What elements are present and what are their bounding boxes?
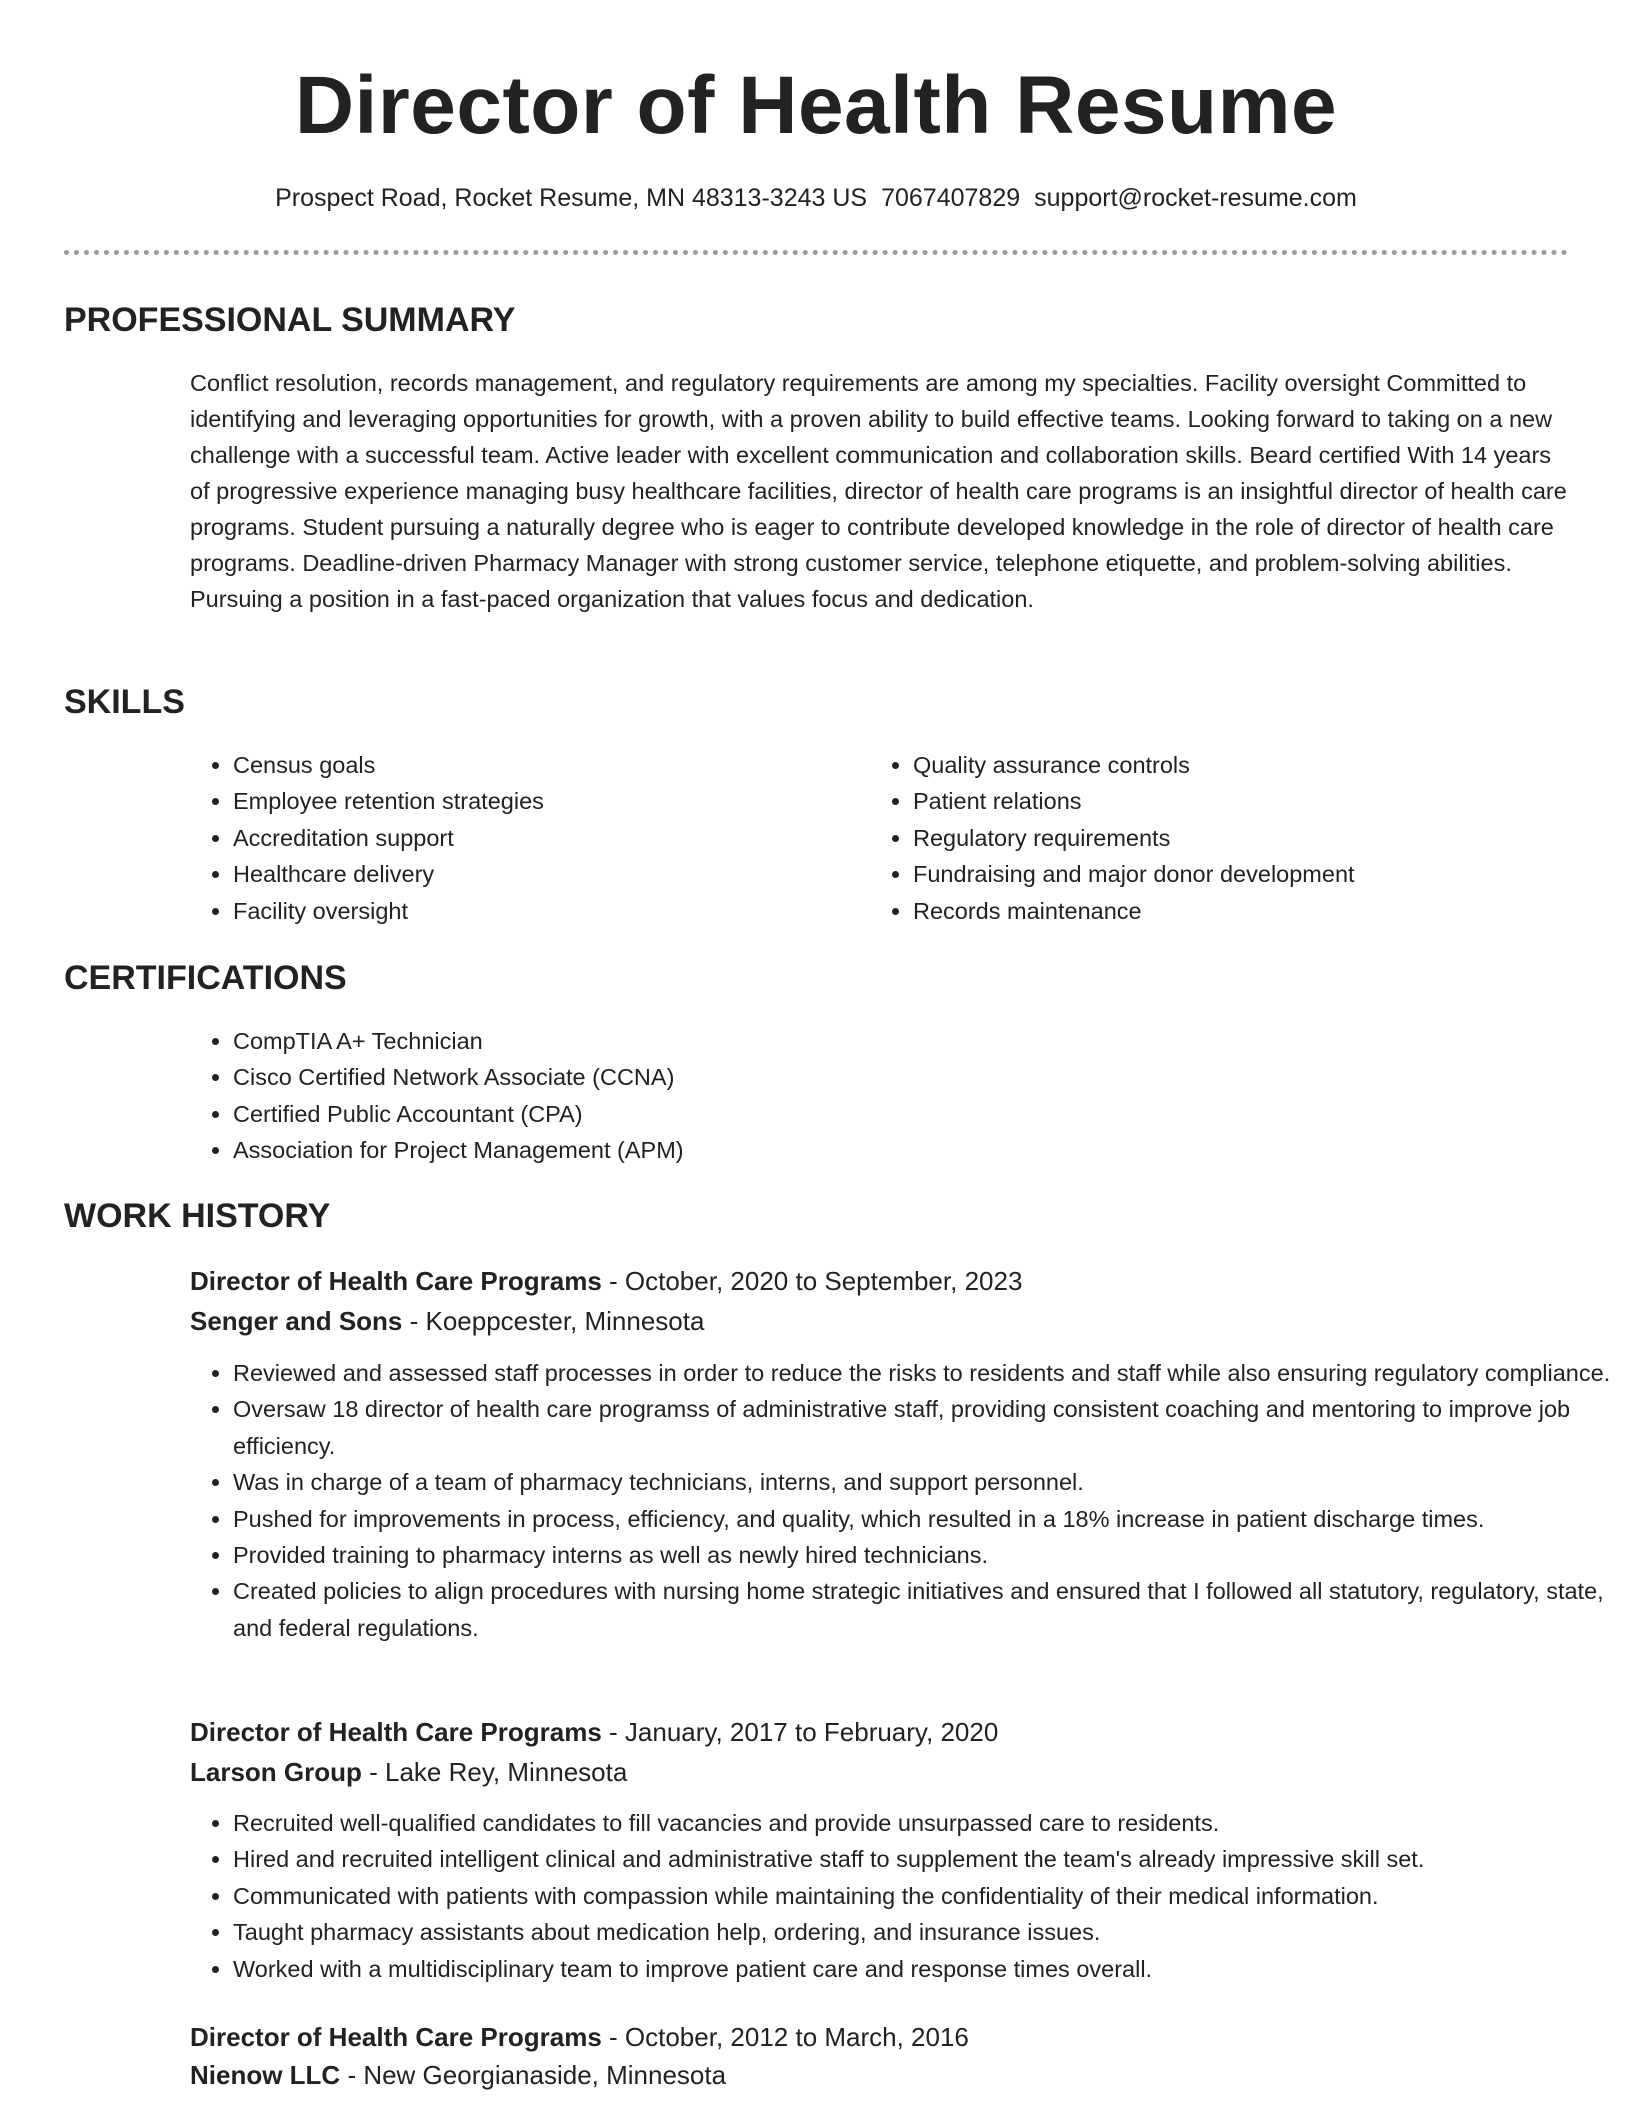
job-title-line [190,1262,1022,1300]
contact-phone: 7067407829 [881,184,1021,212]
job-bullet: • Created policies to align procedures with nursing home strategic initiatives and ensured that I followed all statutory, regulatory, state, and federal regulations. [233,1573,1613,1646]
job-company-line [190,1753,627,1791]
contact-address: Prospect Road, Rocket Resume, MN 48313-3243 US [275,184,868,212]
job-title: Director of Health Care Programs [190,1717,602,1747]
job-bullet: • Was in charge of a team of pharmacy technicians, interns, and support personnel. [233,1464,1613,1500]
job-title-line [190,1713,998,1751]
contact-email[interactable]: support@rocket-resume.com [1034,184,1357,212]
job-bullets [189,1805,1613,1987]
job-location: - Lake Rey, Minnesota [361,1757,628,1787]
job-bullets [189,1355,1613,1646]
job-location: - Koeppcester, Minnesota [402,1306,705,1336]
skill-item: • Fundraising and major donor development [913,856,1593,892]
skill-item: • Census goals [233,747,873,783]
certification-item: • CompTIA A+ Technician [233,1023,1133,1059]
job-company: Nienow LLC [190,2060,341,2090]
certifications-list [189,1023,1133,1169]
job-bullet: • Provided training to pharmacy interns as well as newly hired technicians. [233,1537,1613,1573]
job-dates: - October, 2012 to March, 2016 [601,2022,969,2052]
job-company: Larson Group [190,1757,362,1787]
job-company-line [190,2056,726,2094]
certification-item: • Cisco Certified Network Associate (CCNA) [233,1059,1133,1095]
job-title: Director of Health Care Programs [190,1266,602,1296]
contact-line [0,180,1632,216]
job-bullet: • Pushed for improvements in process, efficiency, and quality, which resulted in a 18% increase in patient discharge times. [233,1501,1613,1537]
certifications-heading: CERTIFICATIONS [64,959,347,997]
job-bullet: • Communicated with patients with compassion while maintaining the confidentiality of their medical information. [233,1878,1613,1914]
summary-text: Conflict resolution, records management, and regulatory requirements are among my specialties. Facility oversight Committed to identifying and leveraging opportunities for growth, with a proven ability to build effective teams. Looking forward to taking on a new challenge with a successful team. Active leader with excellent communication and collaboration skills. Beard certified With 14 years of progressive experience managing busy healthcare facilities, director of health care programs is an insightful director of health care programs. Student pursuing a naturally degree who is eager to contribute developed knowledge in the role of director of health care programs. Deadline-driven Pharmacy Manager with strong customer service, telephone etiquette, and problem-solving abilities. Pursuing a position in a fast-paced organization that values focus and dedication. [190,370,1567,612]
job-dates: - October, 2020 to September, 2023 [601,1266,1023,1296]
skill-item: • Employee retention strategies [233,783,873,819]
skills-list-right [869,747,1593,929]
job-company-line [190,1302,704,1340]
skill-item: • Regulatory requirements [913,820,1593,856]
skill-item: • Quality assurance controls [913,747,1593,783]
page-title: Director of Health Resume [294,60,1338,151]
certification-item: • Association for Project Management (APM) [233,1132,1133,1168]
work-history-heading: WORK HISTORY [64,1197,331,1235]
job-bullet: • Reviewed and assessed staff processes in order to reduce the risks to residents and staff while also ensuring regulatory compliance. [233,1355,1613,1391]
job-company: Senger and Sons [190,1306,403,1336]
job-bullet: • Oversaw 18 director of health care programss of administrative staff, providing consistent coaching and mentoring to improve job efficiency. [233,1391,1613,1464]
skill-item: • Healthcare delivery [233,856,873,892]
summary-heading: PROFESSIONAL SUMMARY [64,301,516,339]
skill-item: • Records maintenance [913,893,1593,929]
job-bullet: • Worked with a multidisciplinary team to improve patient care and response times overall. [233,1951,1613,1987]
skills-list-left [189,747,873,929]
job-bullet: • Recruited well-qualified candidates to fill vacancies and provide unsurpassed care to residents. [233,1805,1613,1841]
skill-item: • Facility oversight [233,893,873,929]
job-title: Director of Health Care Programs [190,2022,602,2052]
certification-item: • Certified Public Accountant (CPA) [233,1096,1133,1132]
skills-heading: SKILLS [64,683,185,721]
job-bullet: • Taught pharmacy assistants about medication help, ordering, and insurance issues. [233,1914,1613,1950]
job-dates: - January, 2017 to February, 2020 [601,1717,999,1747]
header-divider [64,250,1568,255]
job-location: - New Georgianaside, Minnesota [340,2060,727,2090]
skill-item: • Accreditation support [233,820,873,856]
job-title-line [190,2018,969,2056]
skill-item: • Patient relations [913,783,1593,819]
job-bullet: • Hired and recruited intelligent clinical and administrative staff to supplement the team's already impressive skill set. [233,1841,1613,1877]
